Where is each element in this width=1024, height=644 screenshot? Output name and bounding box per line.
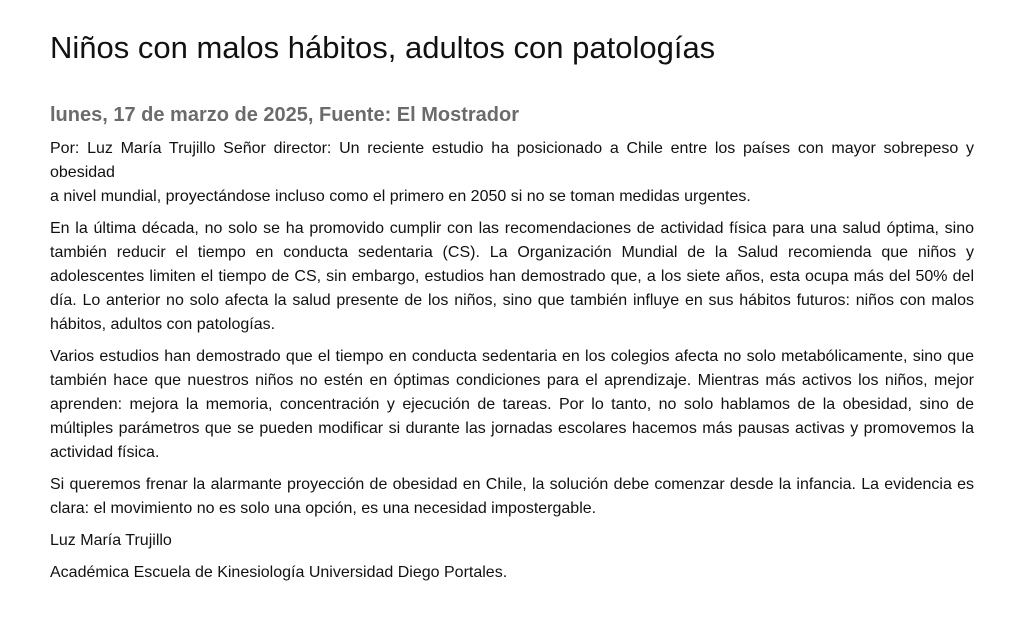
author-affiliation: Académica Escuela de Kinesiología Universidad Diego Portales. <box>50 564 508 581</box>
article-title: Niños con malos hábitos, adultos con patologías <box>50 30 716 65</box>
article-dateline: lunes, 17 de marzo de 2025, Fuente: El Mostrador <box>50 104 520 126</box>
author-name: Luz María Trujillo <box>50 532 172 549</box>
article-paragraph: En la última década, no solo se ha promovido cumplir con las recomendaciones de actividad física para una salud óptima, sino también reducir el tiempo en conducta sedentaria (CS). La Organización Mundial de la Salud recomienda que niños y adolescentes limiten el tiempo de CS, sin embargo, estudios han demostrado que, a los siete años, esta ocupa más del 50% del día. Lo anterior no solo afecta la salud presente de los niños, sino que también influye en sus hábitos futuros: niños con malos hábitos, adultos con patologías. <box>50 220 974 333</box>
intro-line: Por: Luz María Trujillo Señor director: Un reciente estudio ha posicionado a Chile entre los países con mayor sobrepeso y <box>50 140 974 157</box>
intro-line: obesidad <box>50 164 115 181</box>
article-paragraph: Varios estudios han demostrado que el tiempo en conducta sedentaria en los colegios afecta no solo metabólicamente, sino que también hace que nuestros niños no estén en óptimas condiciones para el aprendizaje. Mientras más activos los niños, mejor aprenden: mejora la memoria, concentración y ejecución de tareas. Por lo tanto, no solo hablamos de la obesidad, sino de múltiples parámetros que se pueden modificar si durante las jornadas escolares hacemos más pausas activas y promovemos la actividad física. <box>50 348 974 461</box>
article-paragraph: Si queremos frenar la alarmante proyección de obesidad en Chile, la solución debe comenzar desde la infancia. La evidencia es clara: el movimiento no es solo una opción, es una necesidad impostergable. <box>50 476 974 517</box>
article-intro <box>50 137 974 209</box>
article-body <box>50 137 974 585</box>
intro-line: a nivel mundial, proyectándose incluso como el primero en 2050 si no se toman medidas urgentes. <box>50 188 751 205</box>
